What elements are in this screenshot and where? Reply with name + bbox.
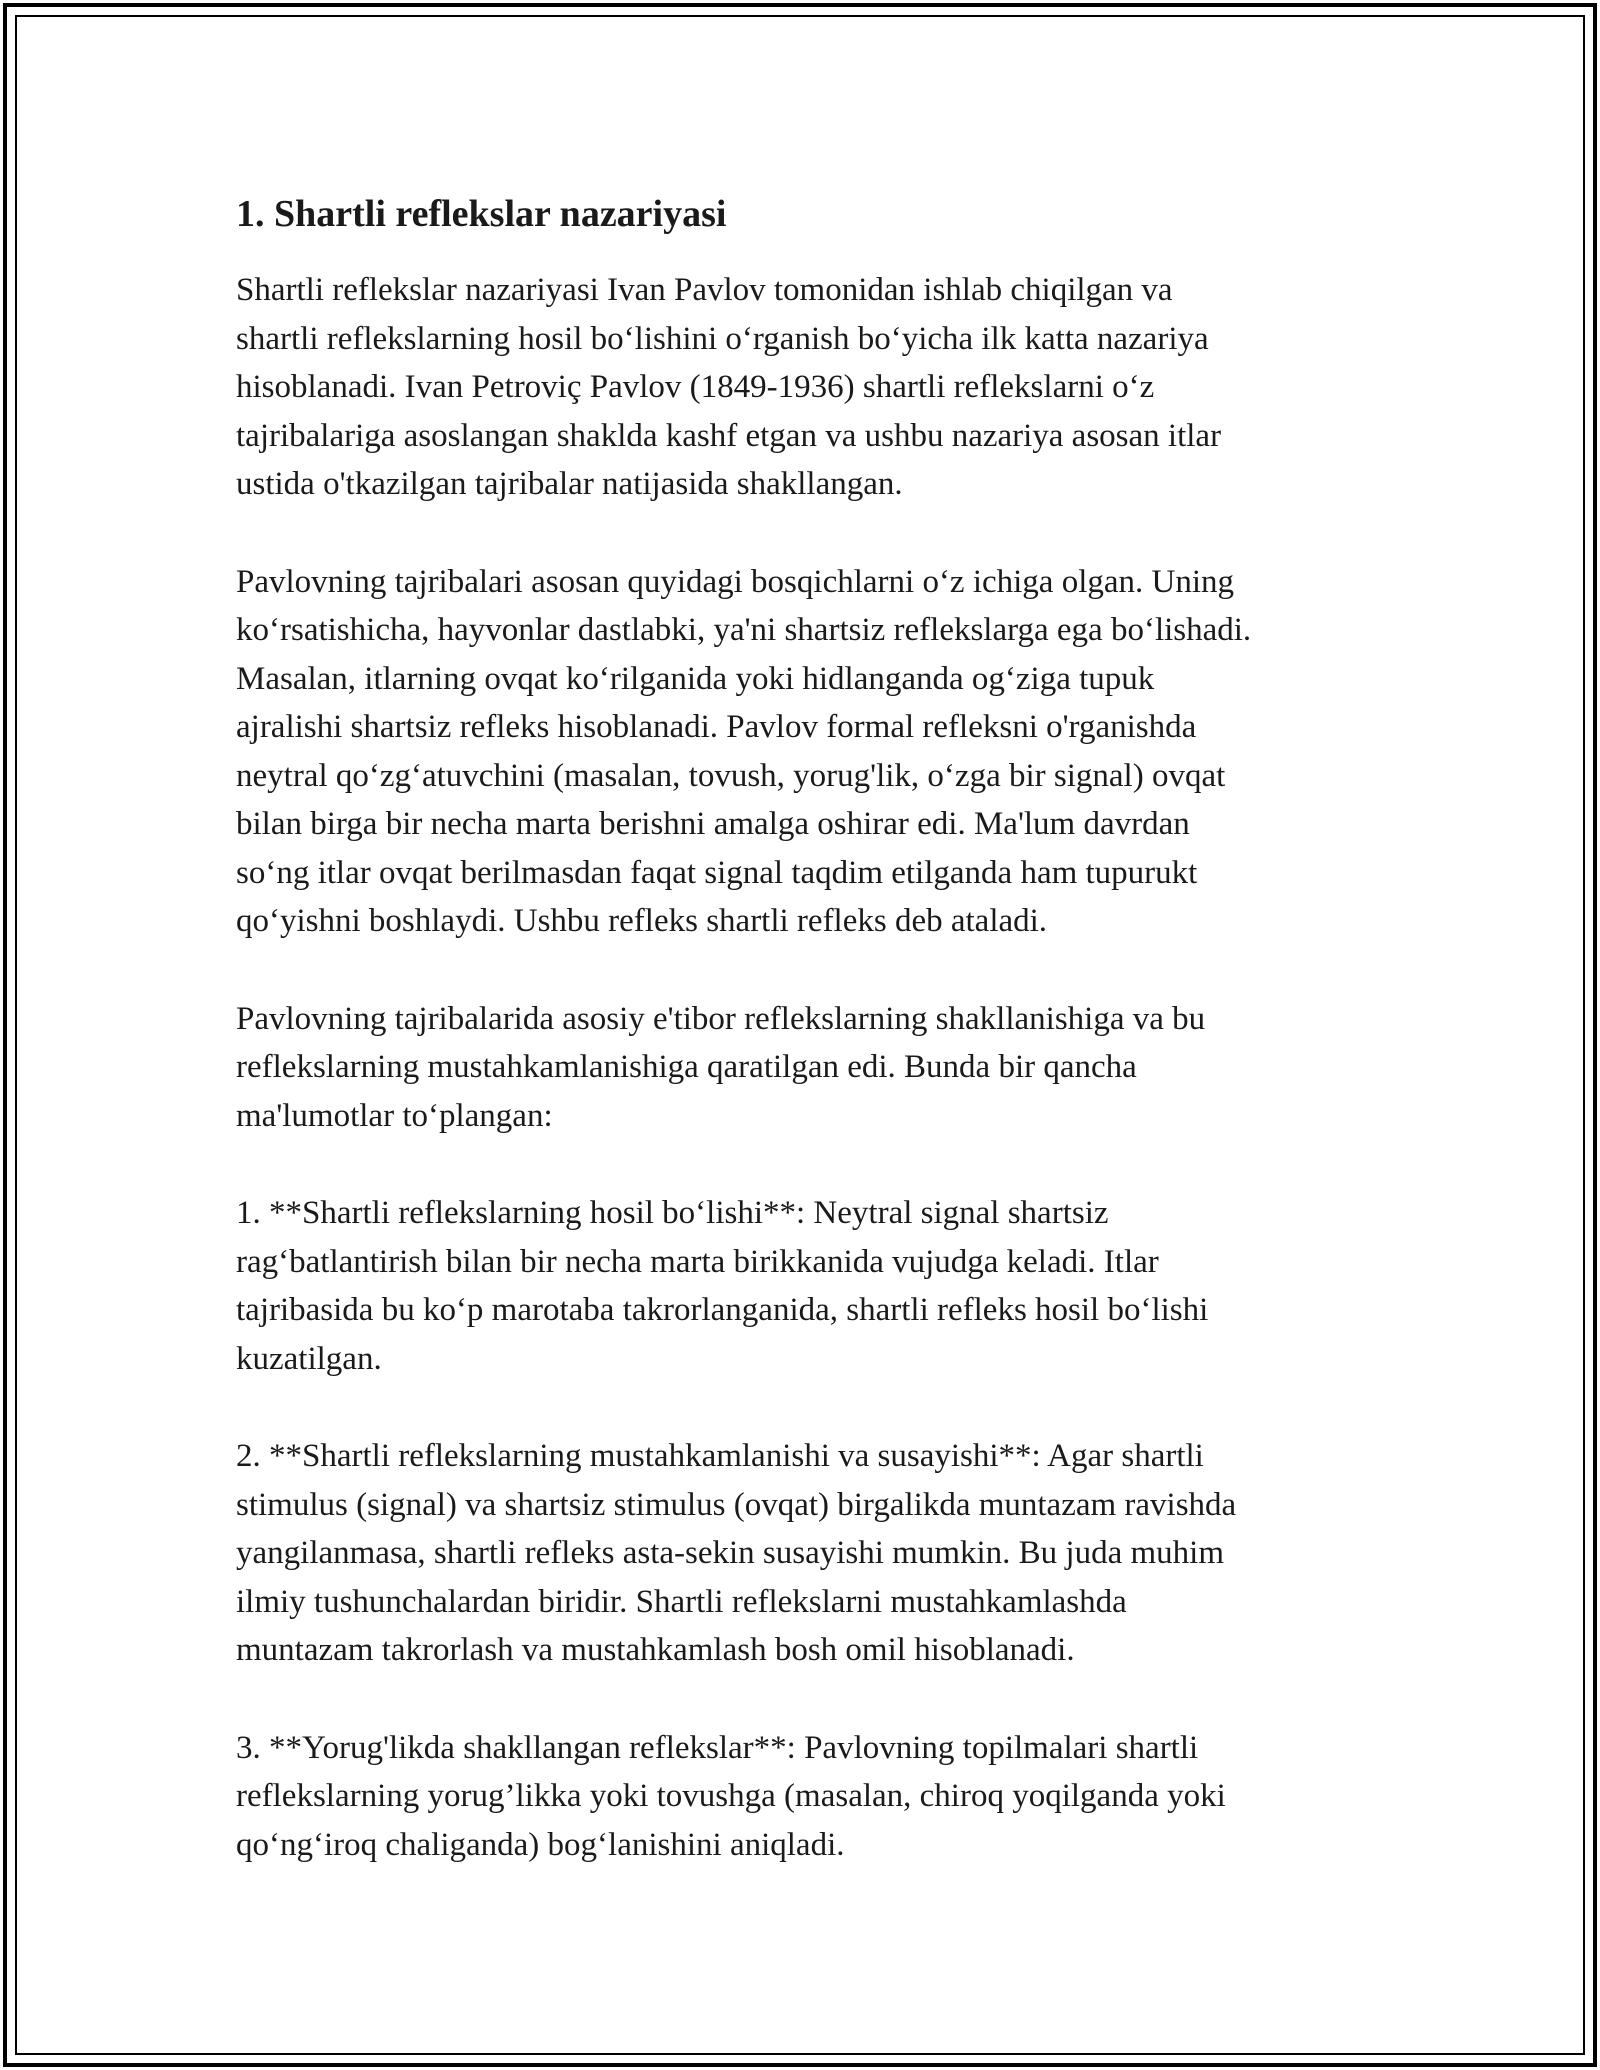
list-item-reinforcement: 2. **Shartli reflekslarning mustahkamlanishi va susayishi**: Agar shartli stimulus (signal) va shartsiz stimulus (ovqat) birgalikda muntazam ravishda yangilanmasa, shartli refleks asta-sekin susayishi mumkin. Bu juda muhim ilmiy tushunchalardan biridir. Shartli reflekslarni mustahkamlashda muntazam takrorlash va mustahkamlash bosh omil hisoblanadi. — [236, 1438, 1237, 1668]
list-item-formation: 1. **Shartli reflekslarning hosil bo‘lishi**: Neytral signal shartsiz rag‘batlantirish bilan bir necha marta birikkanida vujudga keladi. Itlar tajribasida bu ko‘p marotaba takrorlanganida, shartli refleks hosil bo‘lishi kuzatilgan. — [236, 1195, 1209, 1377]
paragraph-focus: Pavlovning tajribalarida asosiy e'tibor reflekslarning shakllanishiga va bu reflekslarning mustahkamlanishiga qaratilgan edi. Bunda bir qancha ma'lumotlar to‘plangan: — [236, 1000, 1206, 1134]
list-item-light-reflexes: 3. **Yorug'likda shakllangan reflekslar**: Pavlovning topilmalari shartli reflekslarning yorug’likka yoki tovushga (masalan, chiroq yoqilganda yoki qo‘ng‘iroq chaliganda) bog‘lanishini aniqladi. — [236, 1729, 1226, 1863]
document-title: 1. Shartli reflekslar nazariyasi — [236, 193, 727, 235]
paragraph-intro: Shartli reflekslar nazariyasi Ivan Pavlov tomonidan ishlab chiqilgan va shartli reflekslarning hosil bo‘lishini o‘rganish bo‘yicha ilk katta nazariya hisoblanadi. Ivan Petroviç Pavlov (1849-1936) shartli reflekslarni o‘z tajribalariga asoslangan shaklda kashf etgan va ushbu nazariya asosan itlar ustida o'tkazilgan tajribalar natijasida shakllangan. — [236, 272, 1222, 502]
paragraph-experiments: Pavlovning tajribalari asosan quyidagi bosqichlarni o‘z ichiga olgan. Uning ko‘rsatishicha, hayvonlar dastlabki, ya'ni shartsiz reflekslarga ega bo‘lishadi. Masalan, itlarning ovqat ko‘rilganida yoki hidlanganda og‘ziga tupuk ajralishi shartsiz refleks hisoblanadi. Pavlov formal refleksni o'rganishda neytral qo‘zg‘atuvchini (masalan, tovush, yorug'lik, o‘zga bir signal) ovqat bilan birga bir necha marta berishni amalga oshirar edi. Ma'lum davrdan so‘ng itlar ovqat berilmasdan faqat signal taqdim etilganda ham tupurukt qo‘yishni boshlaydi. Ushbu refleks shartli refleks deb ataladi. — [236, 563, 1252, 939]
document-body — [236, 186, 1386, 1918]
